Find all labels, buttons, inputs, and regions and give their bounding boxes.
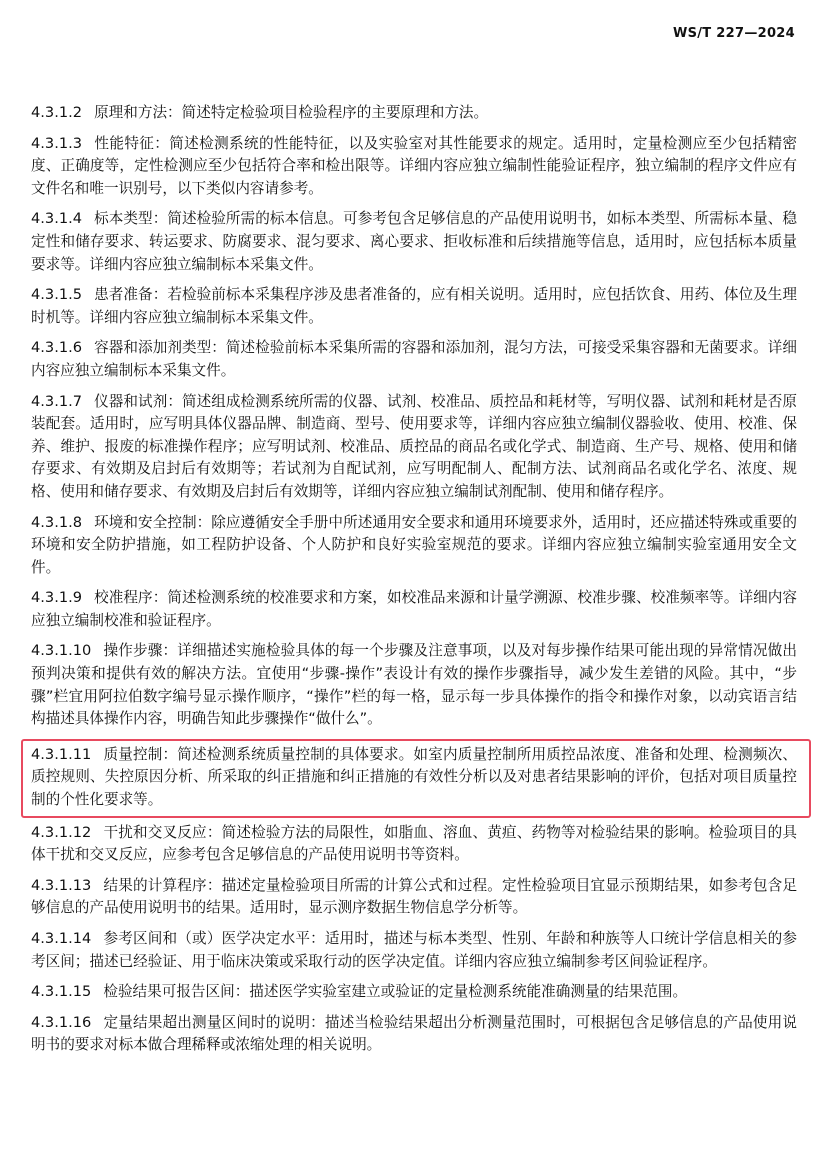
section-number: 4.3.1.12 bbox=[31, 823, 92, 841]
section-4-3-1-3 bbox=[31, 133, 797, 201]
highlighted-section-4-3-1-11 bbox=[21, 739, 811, 818]
section-text: 容器和添加剂类型：简述检验前标本采集所需的容器和添加剂，混匀方法，可接受采集容器和无菌要求。详细内容应独立编制标本采集文件。 bbox=[31, 339, 797, 379]
section-4-3-1-5 bbox=[31, 284, 797, 329]
section-number: 4.3.1.3 bbox=[31, 134, 83, 152]
section-number: 4.3.1.13 bbox=[31, 876, 92, 894]
section-text: 质量控制：简述检测系统质量控制的具体要求。如室内质量控制所用质控品浓度、准备和处理、检测频次、质控规则、失控原因分析、所采取的纠正措施和纠正措施的有效性分析以及对患者结果影响的评价，包括对项目质量控制的个性化要求等。 bbox=[31, 745, 797, 809]
section-4-3-1-8 bbox=[31, 512, 797, 580]
section-4-3-1-12 bbox=[31, 822, 797, 867]
section-text: 患者准备：若检验前标本采集程序涉及患者准备的，应有相关说明。适用时，应包括饮食、用药、体位及生理时机等。详细内容应独立编制标本采集文件。 bbox=[31, 286, 797, 326]
section-number: 4.3.1.8 bbox=[31, 513, 83, 531]
section-4-3-1-10 bbox=[31, 640, 797, 730]
section-4-3-1-7 bbox=[31, 391, 797, 504]
section-number: 4.3.1.15 bbox=[31, 983, 92, 1001]
section-4-3-1-4 bbox=[31, 208, 797, 276]
section-4-3-1-14 bbox=[31, 928, 797, 973]
section-4-3-1-6 bbox=[31, 337, 797, 382]
section-text: 定量结果超出测量区间时的说明：描述当检验结果超出分析测量范围时，可根据包含足够信息的产品使用说明书的要求对标本做合理稀释或浓缩处理的相关说明。 bbox=[31, 1013, 797, 1054]
section-number: 4.3.1.16 bbox=[31, 1013, 92, 1031]
section-text: 环境和安全控制：除应遵循安全手册中所述通用安全要求和通用环境要求外，适用时，还应描述特殊或重要的环境和安全防护措施，如工程防护设备、个人防护和良好实验室规范的要求。详细内容应独立编制实验室通用安全文件。 bbox=[31, 513, 797, 576]
section-number: 4.3.1.2 bbox=[31, 104, 83, 121]
section-number: 4.3.1.6 bbox=[31, 339, 83, 357]
section-text: 结果的计算程序：描述定量检验项目所需的计算公式和过程。定性检验项目宜显示预期结果，如参考包含足够信息的产品使用说明书的结果。适用时，显示测序数据生物信息学分析等。 bbox=[31, 876, 797, 917]
section-text: 性能特征：简述检测系统的性能特征，以及实验室对其性能要求的规定。适用时，定量检测应至少包括精密度、正确度等，定性检测应至少包括符合率和检出限等。详细内容应独立编制性能验证程序，独立编制的程序文件应有文件名和唯一识别号，以下类似内容请参考。 bbox=[31, 134, 797, 197]
section-text: 参考区间和（或）医学决定水平：适用时，描述与标本类型、性别、年龄和种族等人口统计学信息相关的参考区间；描述已经验证、用于临床决策或采取行动的医学决定值。详细内容应独立编制参考区间验证程序。 bbox=[31, 930, 797, 970]
document-id: WS/T 227—2024 bbox=[672, 26, 795, 41]
section-text: 校准程序：简述检测系统的校准要求和方案，如校准品来源和计量学溯源、校准步骤、校准频率等。详细内容应独立编制校准和验证程序。 bbox=[31, 589, 797, 629]
section-text: 原理和方法：简述特定检验项目检验程序的主要原理和方法。 bbox=[94, 104, 489, 121]
section-number: 4.3.1.14 bbox=[31, 930, 92, 947]
document-body bbox=[31, 102, 797, 1065]
section-number: 4.3.1.7 bbox=[31, 392, 83, 410]
section-text: 仪器和试剂：简述组成检测系统所需的仪器、试剂、校准品、质控品和耗材等，写明仪器、试剂和耗材是否原装配套。适用时，应写明具体仪器品牌、制造商、型号、使用要求等，详细内容应独立编制仪器验收、使用、校准、保养、维护、报废的标准操作程序；应写明试剂、校准品、质控品的商品名或化学式、制造商、生产号、规格、使用和储存要求、有效期及启封后有效期等；若试剂为自配试剂，应写明配制人、配制方法、试剂商品名或化学名、浓度、规格、使用和储存要求、有效期及启封后有效期等，详细内容应独立编制试剂配制、使用和储存程序。 bbox=[31, 392, 797, 500]
section-4-3-1-9 bbox=[31, 587, 797, 632]
section-4-3-1-15 bbox=[31, 981, 797, 1004]
section-number: 4.3.1.5 bbox=[31, 286, 83, 304]
section-text: 检验结果可报告区间：描述医学实验室建立或验证的定量检测系统能准确测量的结果范围。 bbox=[103, 983, 688, 1001]
section-4-3-1-2 bbox=[31, 102, 797, 125]
section-text: 干扰和交叉反应：简述检验方法的局限性，如脂血、溶血、黄疸、药物等对检验结果的影响。检验项目的具体干扰和交叉反应，应参考包含足够信息的产品使用说明书等资料。 bbox=[31, 823, 797, 864]
section-text: 标本类型：简述检验所需的标本信息。可参考包含足够信息的产品使用说明书，如标本类型、所需标本量、稳定性和储存要求、转运要求、防腐要求、混匀要求、离心要求、拒收标准和后续措施等信息，适用时，应包括标本质量要求等。详细内容应独立编制标本采集文件。 bbox=[31, 210, 797, 273]
section-number: 4.3.1.10 bbox=[31, 642, 92, 660]
section-text: 操作步骤：详细描述实施检验具体的每一个步骤及注意事项，以及对每步操作结果可能出现的异常情况做出预判决策和提供有效的解决方法。宜使用“步骤-操作”表设计有效的操作步骤指导，减少发生差错的风险。其中，“步骤”栏宜用阿拉伯数字编号显示操作顺序，“操作”栏的每一格，显示每一步具体操作的指令和操作对象，以动宾语言结构描述具体操作内容，明确告知此步骤操作“做什么”。 bbox=[31, 642, 797, 728]
section-4-3-1-16 bbox=[31, 1012, 797, 1057]
section-number: 4.3.1.4 bbox=[31, 210, 83, 228]
section-number: 4.3.1.11 bbox=[31, 745, 92, 763]
section-number: 4.3.1.9 bbox=[31, 589, 83, 607]
section-4-3-1-13 bbox=[31, 875, 797, 920]
